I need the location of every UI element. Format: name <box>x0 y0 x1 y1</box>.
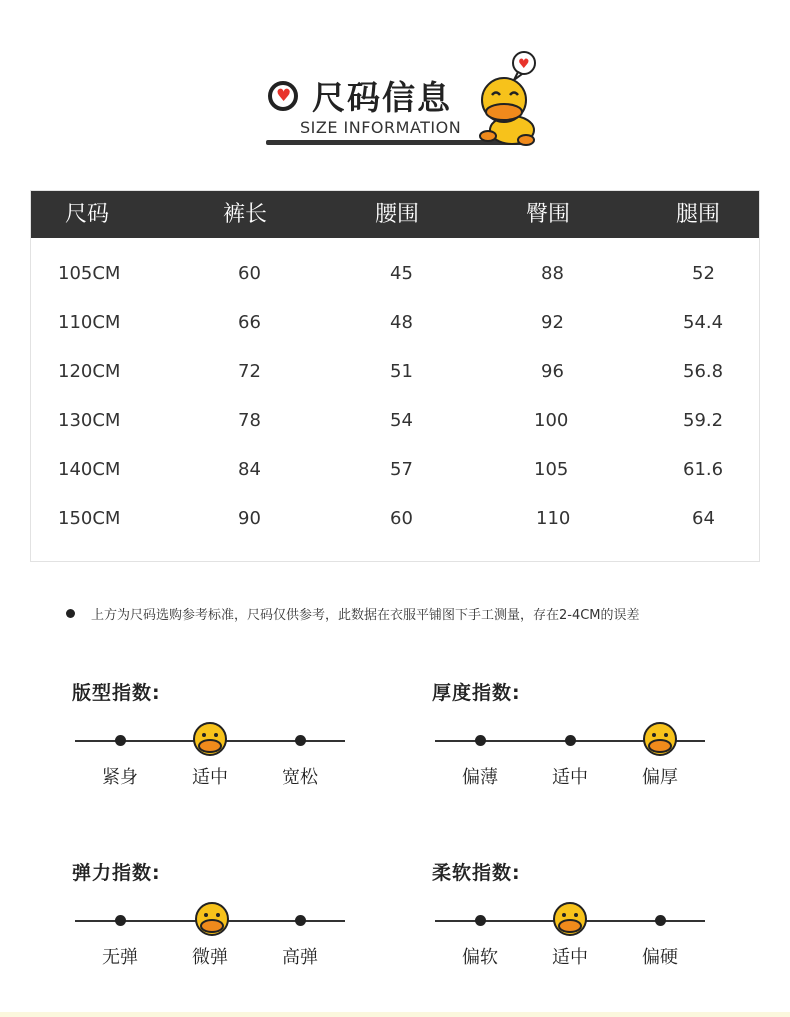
table-row <box>31 313 759 362</box>
table-cell: 130CM <box>58 410 121 431</box>
scale-dot <box>475 735 486 746</box>
scale-dot <box>295 735 306 746</box>
thickness-scale <box>435 720 705 788</box>
table-cell: 110 <box>536 508 571 529</box>
page-title: 尺码信息 <box>312 78 452 117</box>
column-header: 裤长 <box>223 202 268 227</box>
scale-option: 偏硬 <box>642 947 678 968</box>
index-title-softness: 柔软指数: <box>432 862 521 884</box>
table-cell: 45 <box>390 263 413 284</box>
table-cell: 90 <box>238 508 261 529</box>
scale-dot <box>475 915 486 926</box>
duck-marker-icon <box>193 902 231 936</box>
elasticity-scale <box>75 900 345 968</box>
duck-marker-icon <box>641 722 679 756</box>
table-cell: 66 <box>238 312 261 333</box>
svg-text:♥: ♥ <box>518 57 530 72</box>
table-cell: 105 <box>534 459 569 480</box>
table-cell: 84 <box>238 459 261 480</box>
table-cell: 56.8 <box>683 361 724 382</box>
table-cell: 100 <box>534 410 569 431</box>
scale-dot <box>115 915 126 926</box>
column-header: 腰围 <box>375 202 420 227</box>
column-header: 尺码 <box>65 202 110 227</box>
table-cell: 96 <box>541 361 564 382</box>
scale-option: 紧身 <box>102 767 138 788</box>
table-cell: 92 <box>541 312 564 333</box>
page-subtitle: SIZE INFORMATION <box>300 118 462 137</box>
fit-scale <box>75 720 345 788</box>
scale-option-selected: 适中 <box>552 947 588 968</box>
scale-option: 适中 <box>552 767 588 788</box>
table-cell: 60 <box>390 508 413 529</box>
title-group <box>268 72 452 119</box>
table-cell: 78 <box>238 410 261 431</box>
scale-option-selected: 适中 <box>192 767 228 788</box>
table-cell: 150CM <box>58 508 121 529</box>
heart-bubble-icon: ♥ <box>268 81 298 111</box>
table-row <box>31 362 759 411</box>
column-header: 腿围 <box>676 202 721 227</box>
table-cell: 140CM <box>58 459 121 480</box>
table-cell: 51 <box>390 361 413 382</box>
table-cell: 72 <box>238 361 261 382</box>
scale-option-selected: 微弹 <box>192 947 228 968</box>
scale-dot <box>295 915 306 926</box>
table-cell: 48 <box>390 312 413 333</box>
scale-dot <box>655 915 666 926</box>
table-row <box>31 460 759 509</box>
table-header <box>31 191 759 238</box>
scale-option-selected: 偏厚 <box>642 767 678 788</box>
table-cell: 110CM <box>58 312 121 333</box>
table-row <box>31 264 759 313</box>
size-table <box>30 190 760 562</box>
column-header: 臀围 <box>526 202 571 227</box>
table-cell: 54 <box>390 410 413 431</box>
index-title-fit: 版型指数: <box>72 682 161 704</box>
header <box>0 0 790 160</box>
table-cell: 52 <box>692 263 715 284</box>
index-title-elasticity: 弹力指数: <box>72 862 161 884</box>
table-cell: 54.4 <box>683 312 724 333</box>
table-cell: 61.6 <box>683 459 724 480</box>
measurement-note <box>66 604 640 623</box>
table-cell: 88 <box>541 263 564 284</box>
table-cell: 64 <box>692 508 715 529</box>
table-cell: 57 <box>390 459 413 480</box>
scale-option: 偏薄 <box>462 767 498 788</box>
bullet-icon <box>66 609 75 618</box>
scale-option: 高弹 <box>282 947 318 968</box>
table-row <box>31 509 759 558</box>
note-text: 上方为尺码选购参考标准，尺码仅供参考，此数据在衣服平铺图下手工测量，存在2-4CM的误差 <box>91 608 640 623</box>
duck-marker-icon <box>191 722 229 756</box>
table-cell: 120CM <box>58 361 121 382</box>
index-title-thickness: 厚度指数: <box>432 682 521 704</box>
table-cell: 60 <box>238 263 261 284</box>
bottom-strip <box>0 1012 790 1017</box>
scale-dot <box>115 735 126 746</box>
scale-option: 宽松 <box>282 767 318 788</box>
table-cell: 105CM <box>58 263 121 284</box>
softness-scale <box>435 900 705 968</box>
table-row <box>31 411 759 460</box>
scale-option: 无弹 <box>102 947 138 968</box>
scale-dot <box>565 735 576 746</box>
table-cell: 59.2 <box>683 410 724 431</box>
scale-option: 偏软 <box>462 947 498 968</box>
duck-mascot-icon <box>474 50 544 146</box>
duck-marker-icon <box>551 902 589 936</box>
